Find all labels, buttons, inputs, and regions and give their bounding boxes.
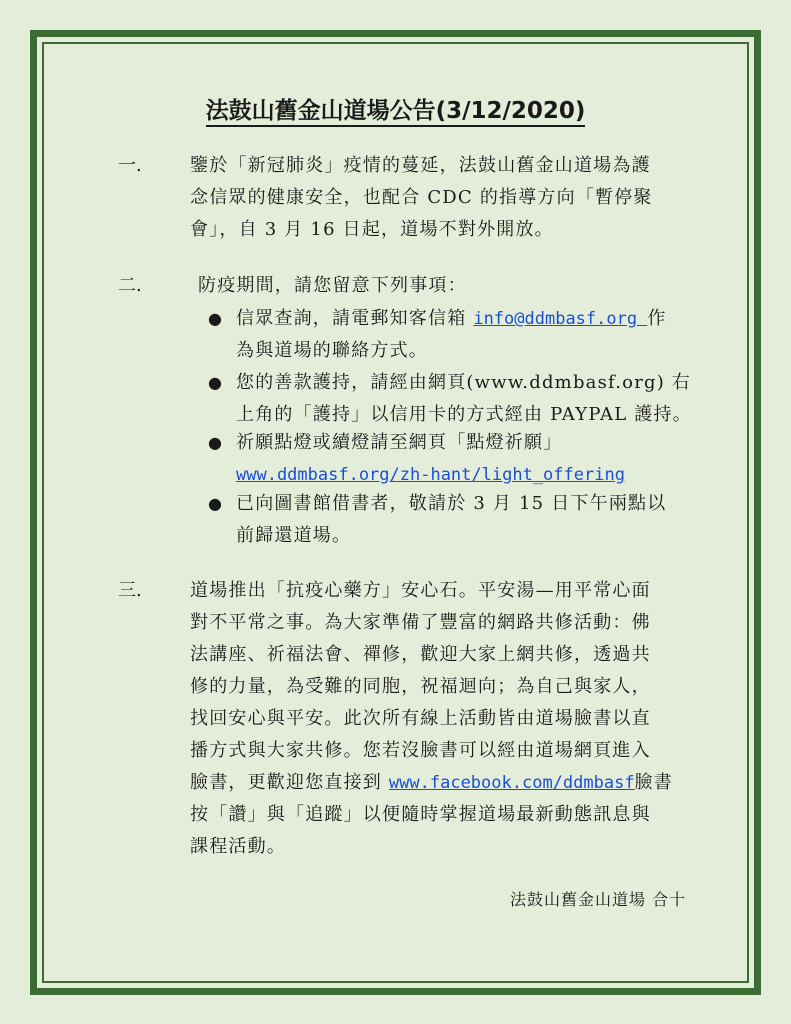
section-3-line-4: 修的力量，為受難的同胞，祝福迴向；為自己與家人， [190,676,651,697]
notice-title [0,96,791,126]
section-3-line-7-pre: 臉書，更歡迎您直接到 [190,772,389,793]
bullet-1-text [236,303,667,367]
bullet-icon: ● [208,309,222,328]
section-1-line-1: 鑒於「新冠肺炎」疫情的蔓延，法鼓山舊金山道場為護 [190,155,651,176]
section-3-line-7 [190,767,673,799]
bullet-1-line-1 [236,303,667,335]
section-1-text [190,150,653,246]
section-2-intro: 防疫期間，請您留意下列事項： [198,275,467,296]
bullet-2-text [236,367,692,431]
bullet-2-line-2: 上角的「護持」以信用卡的方式經由 PAYPAL 護持。 [236,404,692,425]
bullet-3-text [236,427,625,491]
notice-title-text: 法鼓山舊金山道場公告(3/12/2020) [206,98,586,127]
section-3-line-7-post: 臉書 [634,772,673,793]
section-3-line-2: 對不平常之事。為大家準備了豐富的網路共修活動：佛 [190,612,651,633]
section-3-text [190,575,673,863]
section-3-line-5: 找回安心與平安。此次所有線上活動皆由道場臉書以直 [190,708,651,729]
email-link[interactable]: info@ddmbasf.org [473,309,648,329]
signature: 法鼓山舊金山道場 合十 [510,890,687,909]
bullet-3-line-2 [236,459,625,491]
bullet-1-text-post: 作 [647,308,667,329]
section-1-line-2: 念信眾的健康安全，也配合 CDC 的指導方向「暫停聚 [190,187,653,208]
facebook-link[interactable]: www.facebook.com/ddmbasf [388,773,635,793]
light-offering-link[interactable]: www.ddmbasf.org/zh-hant/light_offering [236,465,625,485]
bullet-4-line-2: 前歸還道場。 [236,525,352,546]
bullet-3-line-1: 祈願點燈或續燈請至網頁「點燈祈願」 [236,432,563,453]
bullet-icon: ● [208,494,222,513]
section-3-line-6: 播方式與大家共修。您若沒臉書可以經由道場網頁進入 [190,740,651,761]
section-3-line-8: 按「讚」與「追蹤」以便隨時掌握道場最新動態訊息與 [190,804,651,825]
section-3-line-1: 道場推出「抗疫心藥方」安心石。平安湯—用平常心面 [190,580,651,601]
bullet-icon: ● [208,433,222,452]
bullet-2-line-1: 您的善款護持，請經由網頁(www.ddmbasf.org) 右 [236,372,692,393]
section-1-line-3: 會」，自 3 月 16 日起，道場不對外開放。 [190,219,554,240]
bullet-1-text-pre: 信眾查詢，請電郵知客信箱 [236,308,474,329]
section-1-number: 一. [118,155,142,176]
bullet-4-text [236,488,666,552]
section-3-line-9: 課程活動。 [190,836,286,857]
bullet-icon: ● [208,373,222,392]
section-3-line-3: 法講座、祈福法會、禪修，歡迎大家上網共修，透過共 [190,644,651,665]
section-3-number: 三. [118,580,142,601]
bullet-1-line-2: 為與道場的聯絡方式。 [236,340,428,361]
bullet-4-line-1: 已向圖書館借書者，敬請於 3 月 15 日下午兩點以 [236,493,667,514]
section-2-number: 二. [118,275,142,296]
